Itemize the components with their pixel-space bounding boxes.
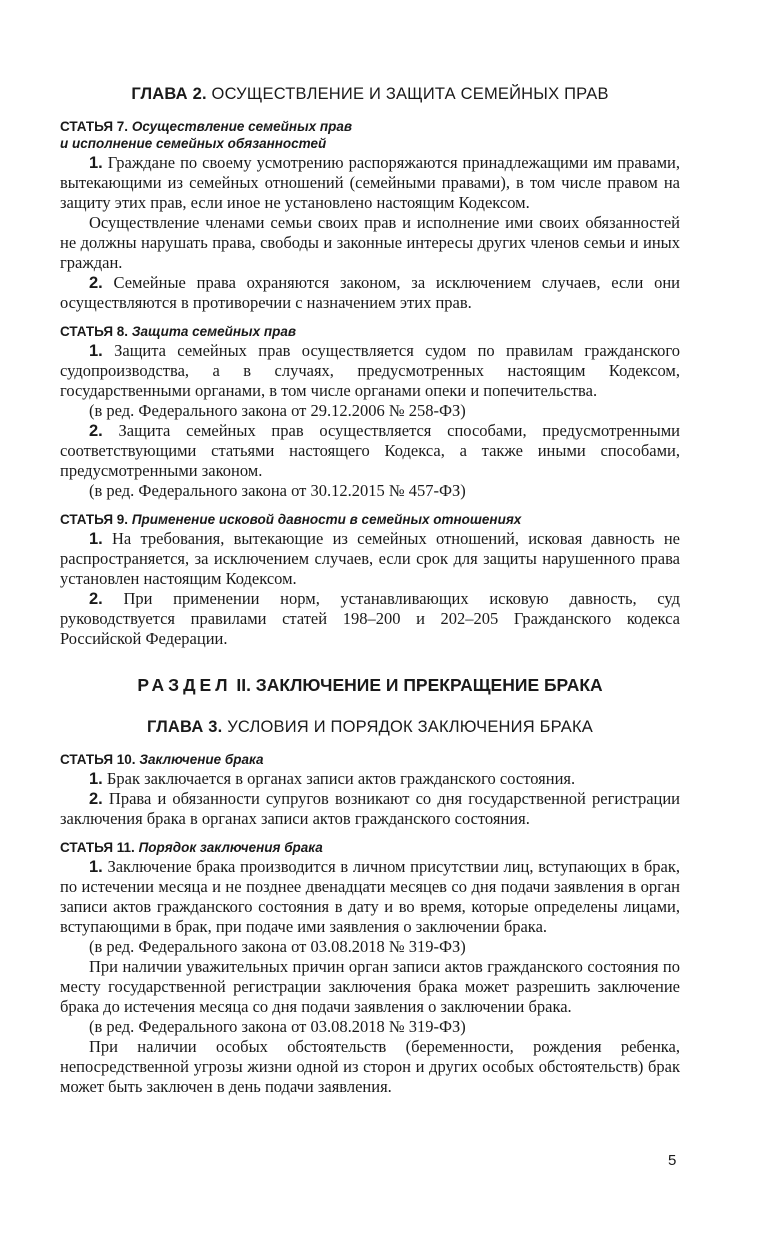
paragraph-number: 1. [89,770,103,788]
paragraph-text: Семейные права охраняются законом, за исключением случаев, если они осуществляются в противоречии с назначением этих прав. [60,273,680,312]
paragraph [60,789,680,829]
chapter-title: УСЛОВИЯ И ПОРЯДОК ЗАКЛЮЧЕНИЯ БРАКА [227,718,593,736]
paragraph-text: Граждане по своему усмотрению распоряжаются принадлежащими им правами, вытекающими из семейных отношений (семейными правами), в том числе правом на защиту этих прав, если иное не установлено настоящим Кодексом. [60,153,681,212]
paragraph-text: Защита семейных прав осуществляется судом по правилам гражданского судопроизводства, а в случаях, предусмотренных настоящим Кодексом, государственными органами, в том числе органами опеки и попечительства. [60,341,681,400]
amendment-note [60,937,680,957]
paragraph-text: При применении норм, устанавливающих исковую давность, суд руководствуется правилами статей 198–200 и 202–205 Гражданского кодекса Российской Федерации. [60,589,680,648]
paragraph-text: На требования, вытекающие из семейных отношений, исковая давность не распространяется, за исключением случаев, если срок для защиты нарушенного права установлен настоящим Кодексом. [60,529,680,588]
paragraph [60,341,680,401]
article-number: СТАТЬЯ 7. [60,119,129,134]
paragraph-number: 2. [89,590,103,608]
amendment-text: (в ред. Федерального закона от 03.08.2018 № 319-ФЗ) [89,937,466,956]
paragraph [60,273,680,313]
paragraph-number: 1. [89,858,103,876]
paragraph-text: Защита семейных прав осуществляется способами, предусмотренными соответствующими статьями настоящего Кодекса, а также иными способами, предусмотренными законом. [60,421,680,480]
article-number: СТАТЬЯ 9. [60,512,129,527]
paragraph [60,213,680,273]
article-title: Применение исковой давности в семейных отношениях [131,512,522,527]
chapter-label: ГЛАВА 2. [131,85,207,103]
paragraph-number: 1. [89,154,103,172]
page-number: 5 [668,1152,677,1169]
paragraph-number: 1. [89,530,103,548]
amendment-text: (в ред. Федерального закона от 30.12.2015 № 457-ФЗ) [89,481,466,500]
paragraph [60,1037,680,1097]
article-heading [60,118,680,152]
section-2-heading [60,675,680,695]
article-heading [60,323,680,340]
article-heading [60,839,680,856]
article-number: СТАТЬЯ 10. [60,752,136,767]
paragraph [60,957,680,1017]
paragraph [60,589,680,649]
paragraph-text: Брак заключается в органах записи актов гражданского состояния. [106,769,576,788]
article-number: СТАТЬЯ 11. [60,840,135,855]
article-number: СТАТЬЯ 8. [60,324,129,339]
chapter-2-heading [60,84,680,104]
article-title-continued: и исполнение семейных обязанностей [60,136,327,151]
article-9 [60,511,680,649]
amendment-note [60,481,680,501]
chapter-3-heading [60,717,680,737]
paragraph-number: 1. [89,342,103,360]
article-10 [60,751,680,829]
amendment-note [60,1017,680,1037]
paragraph-text: При наличии уважительных причин орган записи актов гражданского состояния по месту государственной регистрации заключения брака может разрешить заключение брака до истечения месяца со дня подачи заявления о заключении брака. [60,957,680,1016]
paragraph [60,421,680,481]
paragraph-text: При наличии особых обстоятельств (беременности, рождения ребенка, непосредственной угрозы жизни одной из сторон и других особых обстоятельств) брак может быть заключен в день подачи заявления. [60,1037,680,1096]
article-title: Защита семейных прав [131,324,296,339]
paragraph-text: Заключение брака производится в личном присутствии лиц, вступающих в брак, по истечении месяца и не позднее двенадцати месяцев со дня подачи заявления в орган записи актов гражданского состояния в дату и во время, которые определены лицами, вступающими в брак, при подаче ими заявления о заключении брака. [60,857,680,936]
amendment-note [60,401,680,421]
paragraph [60,857,680,937]
paragraph [60,529,680,589]
amendment-text: (в ред. Федерального закона от 29.12.2006 № 258-ФЗ) [89,401,466,420]
chapter-label: ГЛАВА 3. [147,718,223,736]
paragraph-number: 2. [89,274,103,292]
article-title: Порядок заключения брака [138,840,323,855]
article-heading [60,511,680,528]
paragraph-number: 2. [89,790,103,808]
section-label: РАЗДЕЛ [137,675,232,695]
section-title: II. ЗАКЛЮЧЕНИЕ И ПРЕКРАЩЕНИЕ БРАКА [236,675,603,695]
paragraph [60,153,680,213]
article-7 [60,118,680,313]
article-title: Заключение брака [139,752,264,767]
amendment-text: (в ред. Федерального закона от 03.08.2018 № 319-ФЗ) [89,1017,466,1036]
paragraph-text: Осуществление членами семьи своих прав и исполнение ими своих обязанностей не должны нарушать права, свободы и законные интересы других членов семьи и иных граждан. [60,213,680,272]
article-8 [60,323,680,501]
paragraph-number: 2. [89,422,103,440]
article-heading [60,751,680,768]
article-11 [60,839,680,1097]
paragraph [60,769,680,789]
article-title: Осуществление семейных прав [131,119,353,134]
chapter-title: ОСУЩЕСТВЛЕНИЕ И ЗАЩИТА СЕМЕЙНЫХ ПРАВ [211,85,609,103]
page-content [60,84,680,1097]
paragraph-text: Права и обязанности супругов возникают со дня государственной регистрации заключения брака в органах записи актов гражданского состояния. [60,789,681,828]
